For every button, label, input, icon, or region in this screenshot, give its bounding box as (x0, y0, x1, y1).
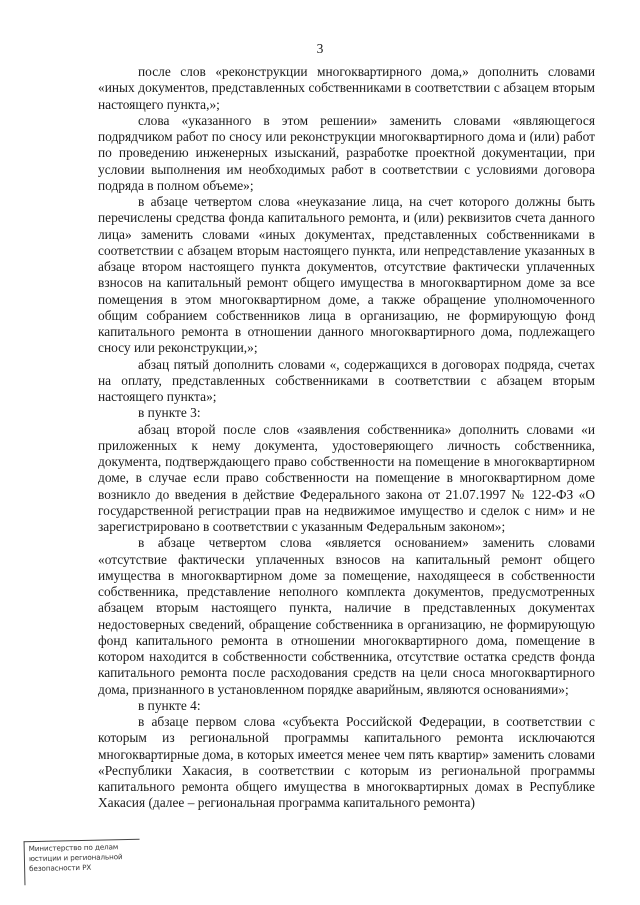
paragraph-1: после слов «реконструкции многоквартирного дома,» дополнить словами «иных документов, представленных собственниками в соответствии с абзацем вторым настоящего пункта,»; (98, 64, 595, 112)
paragraph-7: в абзаце четвертом слова «является основанием» заменить словами «отсутствие фактически уплаченных взносов на капитальный ремонт общего имущества в многоквартирном доме за помещение, находящееся в собственности собственника, представление неполного комплекта документов, предусмотренных абзацем вторым настоящего пункта, наличие в представленных документах недостоверных сведений, обращение собственника в организацию, не формирующую фонд капитального ремонта в отношении многоквартирного дома, помещение в котором находится в собственности собственника, отсутствие остатка средств фонда капитального ремонта после расходования средств на цели сноса многоквартирного дома, признанного в установленном порядке аварийным, являются основаниями»; (98, 535, 595, 697)
document-body (98, 64, 595, 812)
paragraph-8: в пункте 4: (138, 697, 201, 713)
paragraph-6: абзац второй после слов «заявления собственника» дополнить словами «и приложенных к нему документа, удостоверяющего личность собственника, документа, подтверждающего право собственности на помещение в многоквартирном доме, в случае если право собственности на помещение в многоквартирном доме возникло до введения в действие Федерального закона от 21.07.1997 № 122-ФЗ «О государственной регистрации прав на недвижимое имущество и сделок с ним» и не зарегистрировано в соответствии с указанным Федеральным законом»; (98, 421, 595, 534)
stamp-line-3: безопасности РХ (29, 862, 92, 874)
paragraph-9: в абзаце первом слова «субъекта Российской Федерации, в соответствии с которым из региональной программы капитального ремонта исключаются многоквартирные дома, в которых имеется менее чем пять квартир» заменить словами «Республики Хакасия, в соответствии с которым из региональной программы капитального ремонта общего имущества в многоквартирных домах в Республике Хакасия (далее – региональная программа капитального ремонта) (98, 714, 595, 811)
page-number: 3 (316, 41, 324, 56)
registration-stamp (24, 839, 141, 885)
paragraph-4: абзац пятый дополнить словами «, содержащихся в договорах подряда, счетах на оплату, представленных собственниками в соответствии с абзацем вторым настоящего пункта»; (98, 356, 595, 404)
paragraph-2: слова «указанного в этом решении» заменить словами «являющегося подрядчиком работ по сносу или реконструкции многоквартирного дома и (или) работ по проведению инженерных изысканий, разработке проектной документации, при условии выполнения им необходимых работ в соответствии с условиями договора подряда в полном объеме»; (98, 112, 595, 193)
stamp-line-2: юстиции и региональной (28, 852, 123, 864)
paragraph-5: в пункте 3: (138, 405, 201, 421)
stamp-line-1: Министерство по делам (28, 842, 119, 854)
paragraph-3: в абзаце четвертом слова «неуказание лица, на счет которого должны быть перечислены средства фонда капитального ремонта, и (или) реквизитов счета данного лица» заменить словами «иных документах, представленных собственниками в соответствии с абзацем вторым настоящего пункта, или непредставление указанных в абзаце втором настоящего пункта документов, отсутствие фактически уплаченных взносов на капитальный ремонт общего имущества в многоквартирном доме за все помещения в этом многоквартирном доме, а также обращение уполномоченного общим собранием собственников лица в организацию, не формирующую фонд капитального ремонта в отношении данного многоквартирного дома, подлежащего сносу или реконструкции,»; (98, 194, 595, 356)
